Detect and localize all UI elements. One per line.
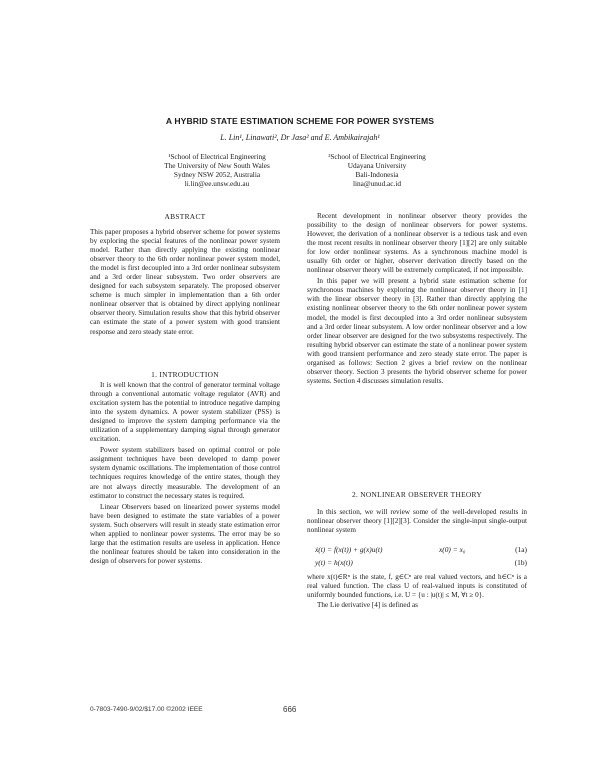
- section2-intro: [307, 508, 527, 535]
- affiliation-city: Sydney NSW 2052, Australia: [173, 170, 261, 179]
- section2-intro-text: In this section, we will review some of the well-developed results in nonlinear observer theory [1][2][3]. Consider the single-input single-output nonlinear system: [307, 508, 527, 535]
- footer-isbn: 0-7803-7490-9/02/$17.00 ©2002 IEEE: [90, 706, 203, 713]
- equation-initial-condition: x(0) = x₀: [439, 545, 466, 554]
- affiliation-org: Udayana University: [347, 161, 407, 170]
- affiliation-org: The University of New South Wales: [164, 161, 270, 170]
- equation-lhs: y(t) = h(x(t)): [315, 558, 353, 567]
- affiliation-email: lina@unud.ac.id: [352, 179, 402, 188]
- affiliation-email: li.lin@ee.unsw.edu.au: [184, 179, 250, 188]
- affiliation-school: ¹School of Electrical Engineering: [168, 152, 266, 161]
- introduction-paragraph: It is well known that the control of generator terminal voltage through a conventional automatic voltage regulator (AVR) and excitation system has the potential to introduce negative damping into the system dynamics. A power system stabilizer (PSS) is designed to improve the system damping performance via the utilization of a supplementary damping signal through generator excitation.: [90, 381, 280, 444]
- paper-authors: L. Lin¹, Linawati², Dr Jasa² and E. Ambikairajah¹: [220, 133, 380, 142]
- affiliation-2: [292, 152, 462, 188]
- body-paragraph: In this paper we will present a hybrid state estimation scheme for synchronous machines by exploring the nonlinear observer theory in [1] with the linear observer theory in [3]. Rather than directly applying the existing nonlinear observer theory to the 6th order nonlinear power system model, the model is first decoupled into a 3rd order nonlinear subsystem and a 3rd order linear subsystem. A low order nonlinear observer and a low order linear observer are designed for the two subsystems respectively. The resulting hybrid observer can estimate the state of a nonlinear power system with good transient performance and zero steady state error. The paper is organised as follows: Section 2 gives a brief review on the nonlinear observer theory. Section 3 presents the hybrid observer scheme for power systems. Section 4 discusses simulation results.: [307, 277, 527, 385]
- affiliation-city: Bali-Indonesia: [355, 170, 399, 179]
- footer-page-number: 666: [283, 705, 297, 714]
- introduction-body: [90, 381, 280, 566]
- affiliation-school: ²School of Electrical Engineering: [328, 152, 426, 161]
- section2-definitions-text: where x(t)∈Rⁿ is the state, f, g∈Cⁿ are real valued vectors, and h∈Cⁿ is a real valued function. The class U of real-valued inputs is constituted of uniformly bounded functions, i.e. U = {u : |u(t)| ≤ M, ∀t ≥ 0}.: [307, 573, 527, 600]
- paper-title: A HYBRID STATE ESTIMATION SCHEME FOR POWER SYSTEMS: [165, 116, 435, 126]
- affiliation-1: [132, 152, 302, 188]
- equation-lhs: ẋ(t) = f(x(t)) + g(x)u(t): [315, 545, 383, 554]
- introduction-paragraph: Linear Observers based on linearized power systems model have been designed to estimate the state variables of a power system. Such observers will result in steady state estimation error when applied to nonlinear power systems. The error may be so large that the estimation results are useless in application. Hence the nonlinear features should be taken into consideration in the design of observers for power systems.: [90, 502, 280, 565]
- introduction-paragraph: Power system stabilizers based on optimal control or pole assignment techniques have been developed to damp power system dynamic oscillations. The implementation of those control techniques requires knowledge of the entire states, though they are not always directly measurable. The development of an estimator to construct the necessary states is required.: [90, 446, 280, 500]
- equation-number: (1b): [514, 558, 527, 567]
- right-column-body: [307, 212, 527, 386]
- section2-definitions: [307, 573, 527, 610]
- abstract-text: This paper proposes a hybrid observer scheme for power systems by exploring the special features of the nonlinear power system model. Rather than directly applying the existing nonlinear observer theory to the 6th order nonlinear power system model, the model is first decoupled into a 3rd order nonlinear subsystem and a 3rd order linear subsystem. Two order observers are designed for each subsystem separately. The proposed observer scheme is much simpler in implementation than a 6th order nonlinear observer that is obtained by direct applying nonlinear observer theory. Simulation results show that this hybrid observer can estimate the state of a power system with good transient response and zero steady state error.: [90, 228, 280, 336]
- section2-heading: 2. NONLINEAR OBSERVER THEORY: [351, 490, 483, 499]
- introduction-heading: 1. INTRODUCTION: [151, 370, 219, 379]
- abstract-heading: ABSTRACT: [164, 212, 206, 221]
- abstract-body: [90, 228, 280, 337]
- lie-derivative-text: The Lie derivative [4] is defined as: [317, 601, 418, 610]
- equation-number: (1a): [515, 545, 527, 554]
- body-paragraph: Recent development in nonlinear observer theory provides the possibility to the design of nonlinear observers for power systems. However, the derivation of a nonlinear observer is a tedious task and even the most recent results in nonlinear observer theory [1][2] are only suitable for low order nonlinear systems. As a synchronous machine model is usually 6th order or higher, observer derivation directly based on the nonlinear observer theory will be extremely complicated, if not impossible.: [307, 212, 527, 275]
